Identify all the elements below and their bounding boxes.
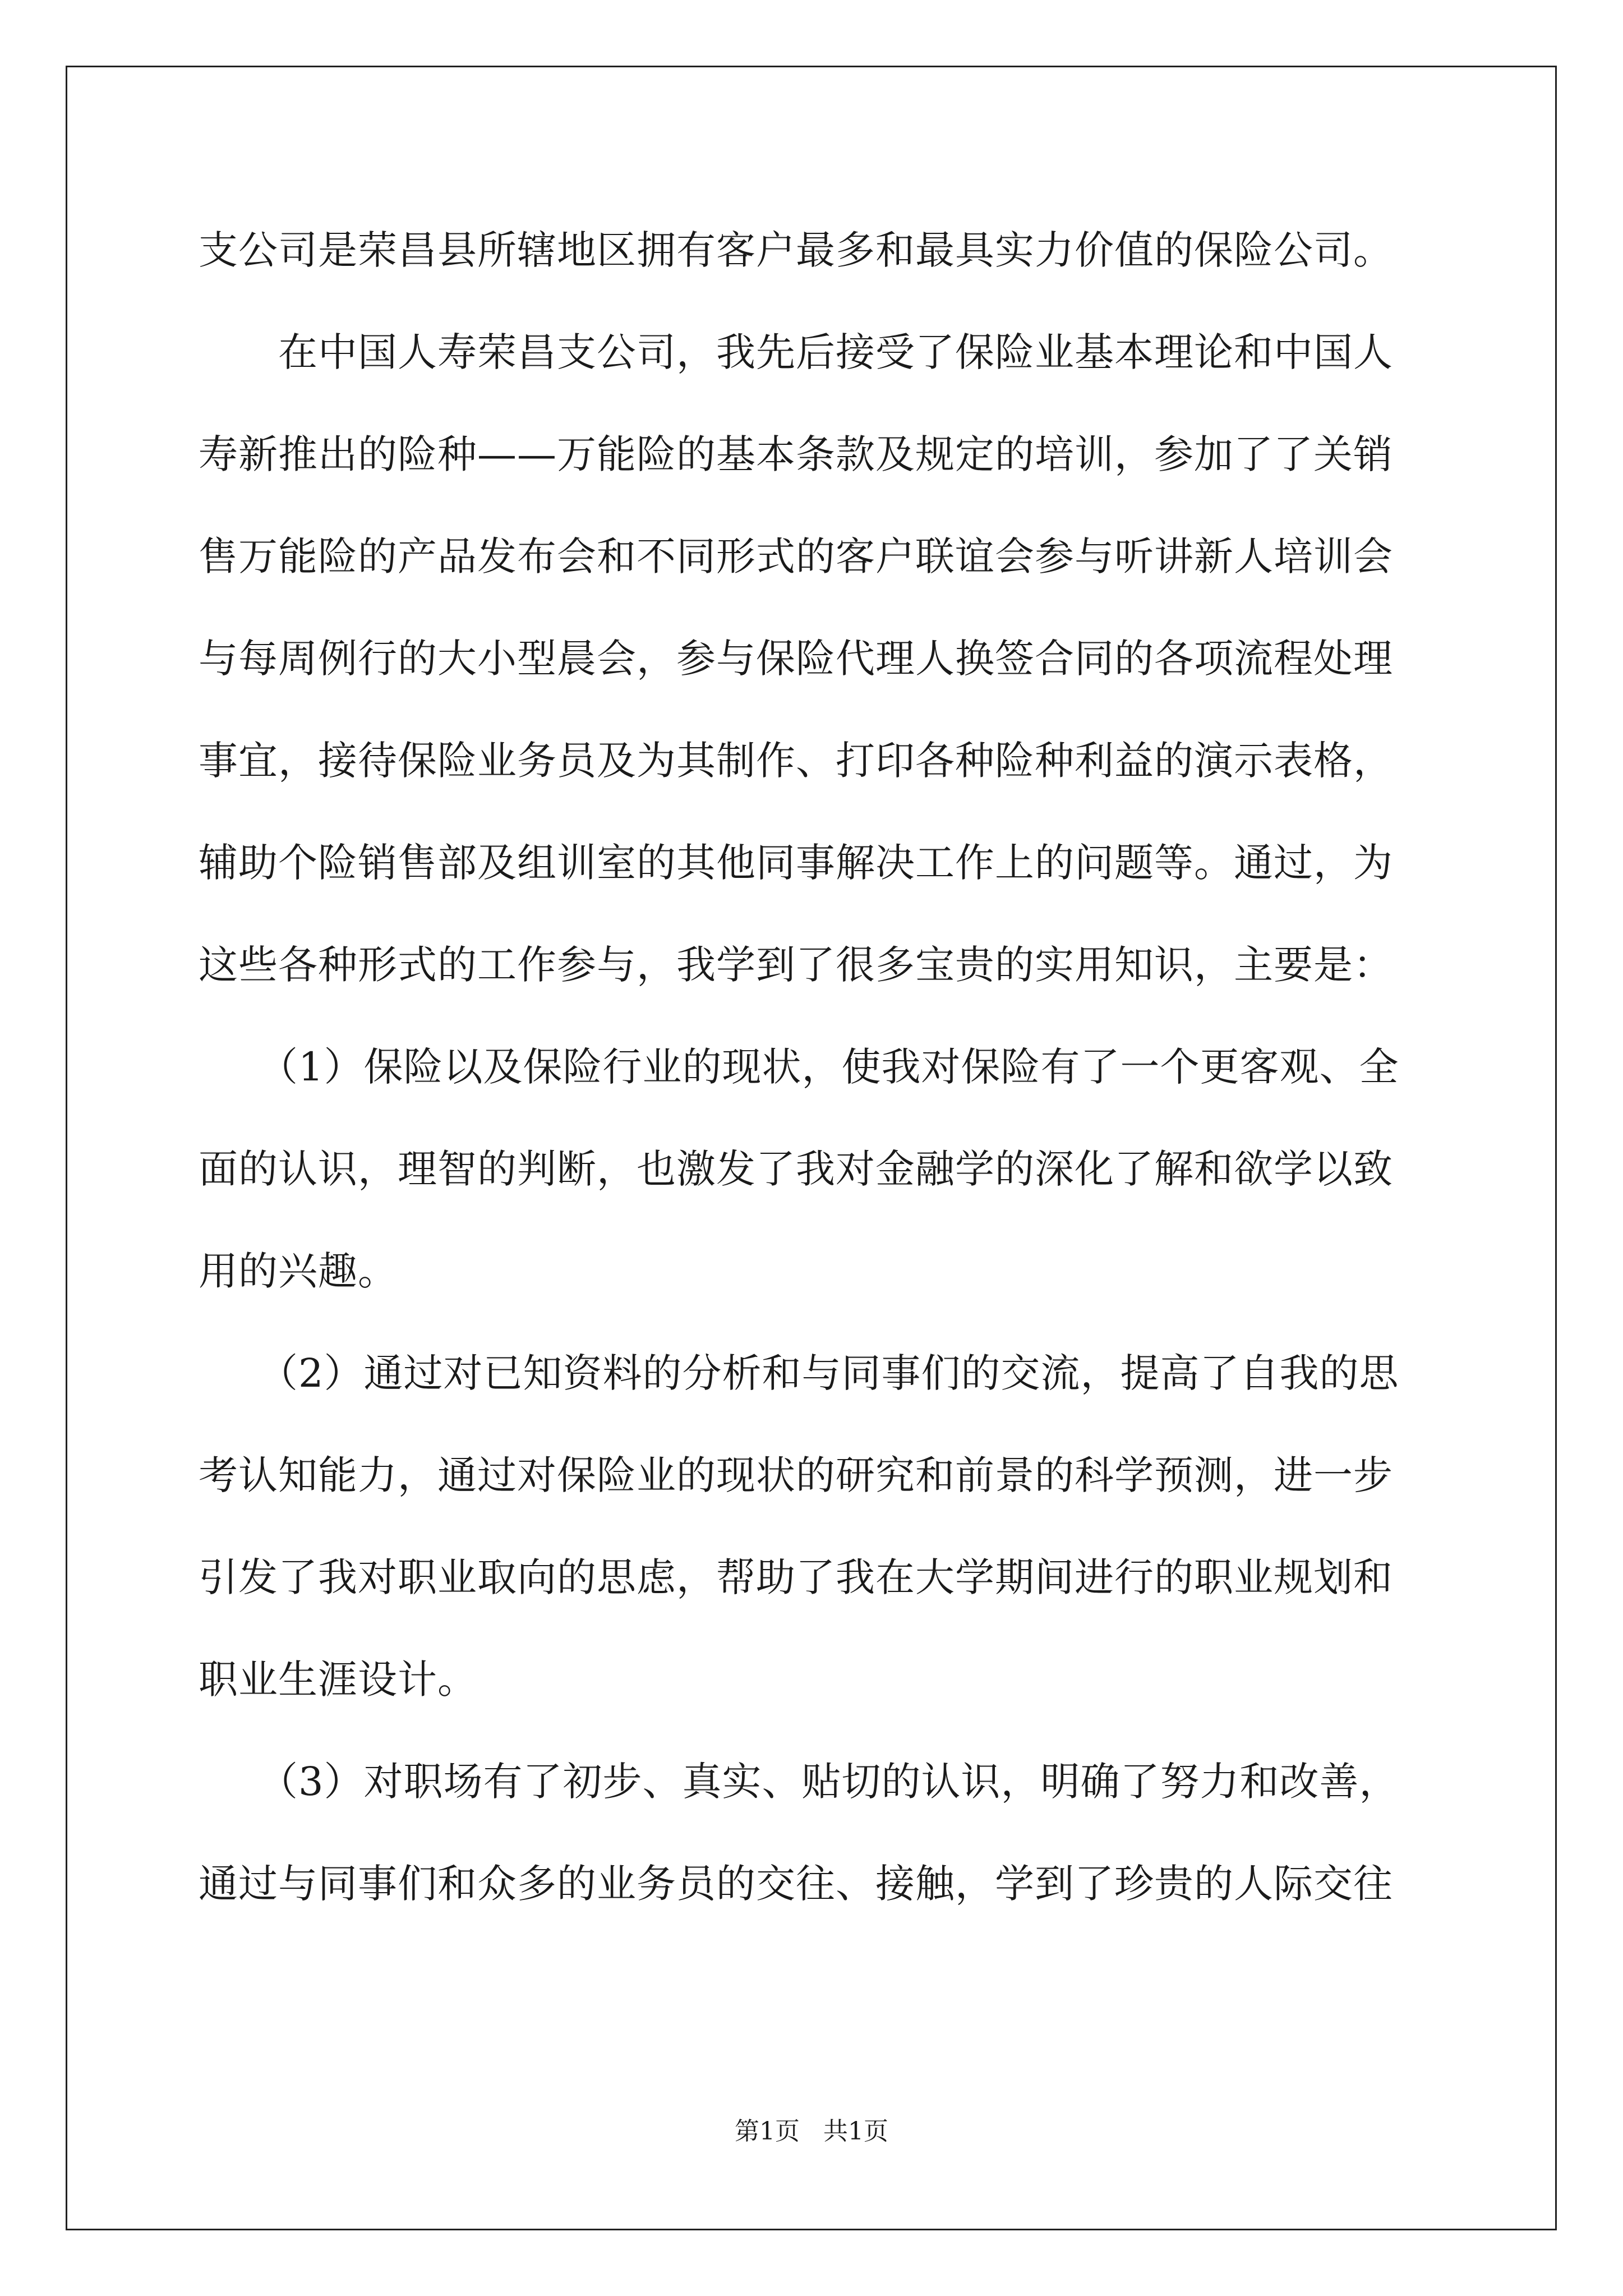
- text-line: 支公司是荣昌县所辖地区拥有客户最多和最具实力价值的保险公司。: [199, 227, 1393, 273]
- page-number-footer: 第1页 共1页: [735, 2117, 888, 2146]
- text-line: 考认知能力，通过对保险业的现状的研究和前景的科学预测，进一步: [199, 1452, 1393, 1498]
- text-line: 辅助个险销售部及组训室的其他同事解决工作上的问题等。通过，为: [199, 840, 1393, 886]
- text-line: 用的兴趣。: [199, 1248, 398, 1294]
- text-line: 寿新推出的险种——万能险的基本条款及规定的培训，参加了了关销: [199, 431, 1393, 477]
- document-body: [199, 199, 1432, 1935]
- text-line: 通过与同事们和众多的业务员的交往、接触，学到了珍贵的人际交往: [199, 1861, 1393, 1907]
- text-line: （1）保险以及保险行业的现状，使我对保险有了一个更客观、全: [199, 1044, 1399, 1090]
- text-line: 在中国人寿荣昌支公司，我先后接受了保险业基本理论和中国人: [199, 329, 1393, 375]
- text-line: 面的认识，理智的判断，也激发了我对金融学的深化了解和欲学以致: [199, 1146, 1393, 1192]
- text-line: 这些各种形式的工作参与，我学到了很多宝贵的实用知识，主要是：: [199, 942, 1393, 988]
- text-line: （2）通过对已知资料的分析和与同事们的交流，提高了自我的思: [199, 1350, 1399, 1396]
- text-line: 售万能险的产品发布会和不同形式的客户联谊会参与听讲新人培训会: [199, 533, 1393, 579]
- text-line: 与每周例行的大小型晨会，参与保险代理人换签合同的各项流程处理: [199, 636, 1393, 682]
- text-line: 职业生涯设计。: [199, 1657, 477, 1703]
- text-line: 事宜，接待保险业务员及为其制作、打印各种险种利益的演示表格，: [199, 738, 1393, 784]
- text-line: 引发了我对职业取向的思虑，帮助了我在大学期间进行的职业规划和: [199, 1554, 1393, 1600]
- text-line: （3）对职场有了初步、真实、贴切的认识，明确了努力和改善，: [199, 1759, 1399, 1805]
